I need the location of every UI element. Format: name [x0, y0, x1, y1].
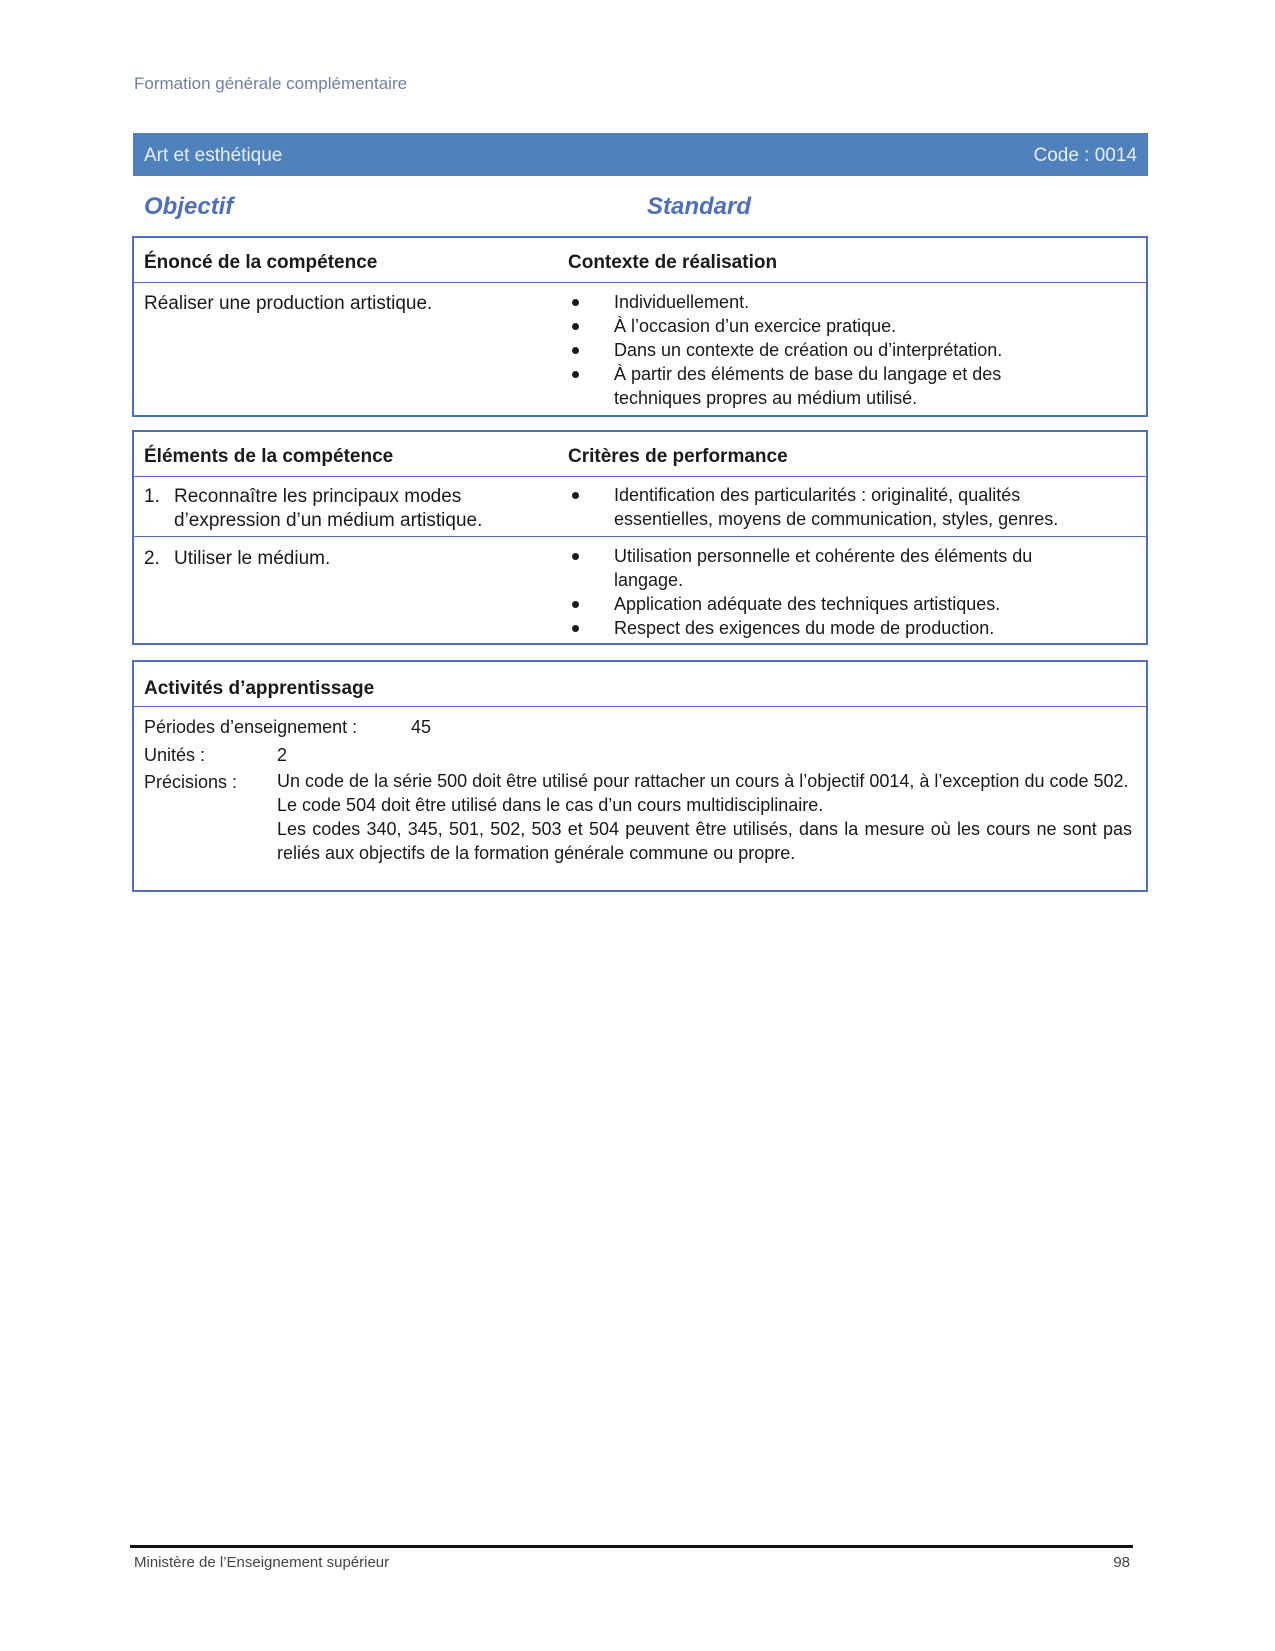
- running-title: Formation générale complémentaire: [134, 74, 408, 93]
- element-text: Utiliser le médium.: [174, 548, 331, 569]
- precision-paragraph: Les codes 340, 345, 501, 502, 503 et 504 peuvent être utilisés, dans la mesure où les cours ne sont pas reliés aux objectifs de la formation générale commune ou propre.: [277, 819, 1132, 863]
- periods-label: Périodes d’enseignement :: [144, 717, 358, 737]
- context-item: Individuellement.: [570, 290, 1090, 314]
- units-label: Unités :: [144, 745, 206, 765]
- elements-header: Éléments de la compétence: [144, 446, 394, 467]
- page-number: 98: [1113, 1554, 1130, 1571]
- competence-statement-header: Énoncé de la compétence: [144, 252, 378, 273]
- precisions-body: [277, 769, 1132, 865]
- criterion-item: Application adéquate des techniques artistiques.: [570, 592, 1090, 616]
- criteria-list-1: [570, 483, 1110, 531]
- criteria-header: Critères de performance: [568, 446, 788, 467]
- precisions-label: Précisions :: [144, 772, 238, 792]
- competence-table: [132, 236, 1148, 417]
- element-number: 1.: [144, 486, 160, 507]
- activities-title: Activités d’apprentissage: [144, 678, 375, 699]
- periods-value: 45: [411, 717, 432, 737]
- precision-paragraph: Le code 504 doit être utilisé dans le cas d’un cours multidisciplinaire.: [277, 795, 824, 815]
- element-row-1: [144, 485, 524, 533]
- row-divider: [134, 536, 1146, 537]
- precision-paragraph: Un code de la série 500 doit être utilisé pour rattacher un cours à l’objectif 0014, à l’exception du code 502.: [277, 771, 1129, 791]
- table-divider: [134, 476, 1146, 477]
- element-number: 2.: [144, 548, 160, 569]
- elements-table: [132, 430, 1148, 645]
- learning-activities-box: [132, 660, 1148, 892]
- context-header: Contexte de réalisation: [568, 252, 778, 273]
- element-text: Reconnaître les principaux modes d’expression d’un médium artistique.: [174, 486, 483, 531]
- criterion-item: Identification des particularités : originalité, qualités essentielles, moyens de communication, styles, genres.: [570, 483, 1110, 531]
- objectif-heading: Objectif: [144, 193, 234, 220]
- units-value: 2: [277, 745, 288, 765]
- footer-rule: [130, 1545, 1133, 1548]
- criterion-item: Utilisation personnelle et cohérente des éléments du langage.: [570, 544, 1090, 592]
- course-title: Art et esthétique: [144, 145, 283, 166]
- footer-ministry: Ministère de l’Enseignement supérieur: [134, 1554, 390, 1571]
- context-list: [570, 290, 1090, 410]
- course-code: Code : 0014: [1033, 145, 1137, 166]
- activities-divider: [134, 706, 1146, 707]
- context-item: À partir des éléments de base du langage et des techniques propres au médium utilisé.: [570, 362, 1090, 410]
- competence-statement: Réaliser une production artistique.: [144, 293, 433, 314]
- criteria-list-2: [570, 544, 1090, 640]
- title-bar: [133, 133, 1148, 176]
- element-row-2: [144, 547, 524, 571]
- standard-heading: Standard: [647, 193, 752, 220]
- context-item: Dans un contexte de création ou d’interprétation.: [570, 338, 1090, 362]
- context-item: À l’occasion d’un exercice pratique.: [570, 314, 1090, 338]
- criterion-item: Respect des exigences du mode de production.: [570, 616, 1090, 640]
- table-divider: [134, 282, 1146, 283]
